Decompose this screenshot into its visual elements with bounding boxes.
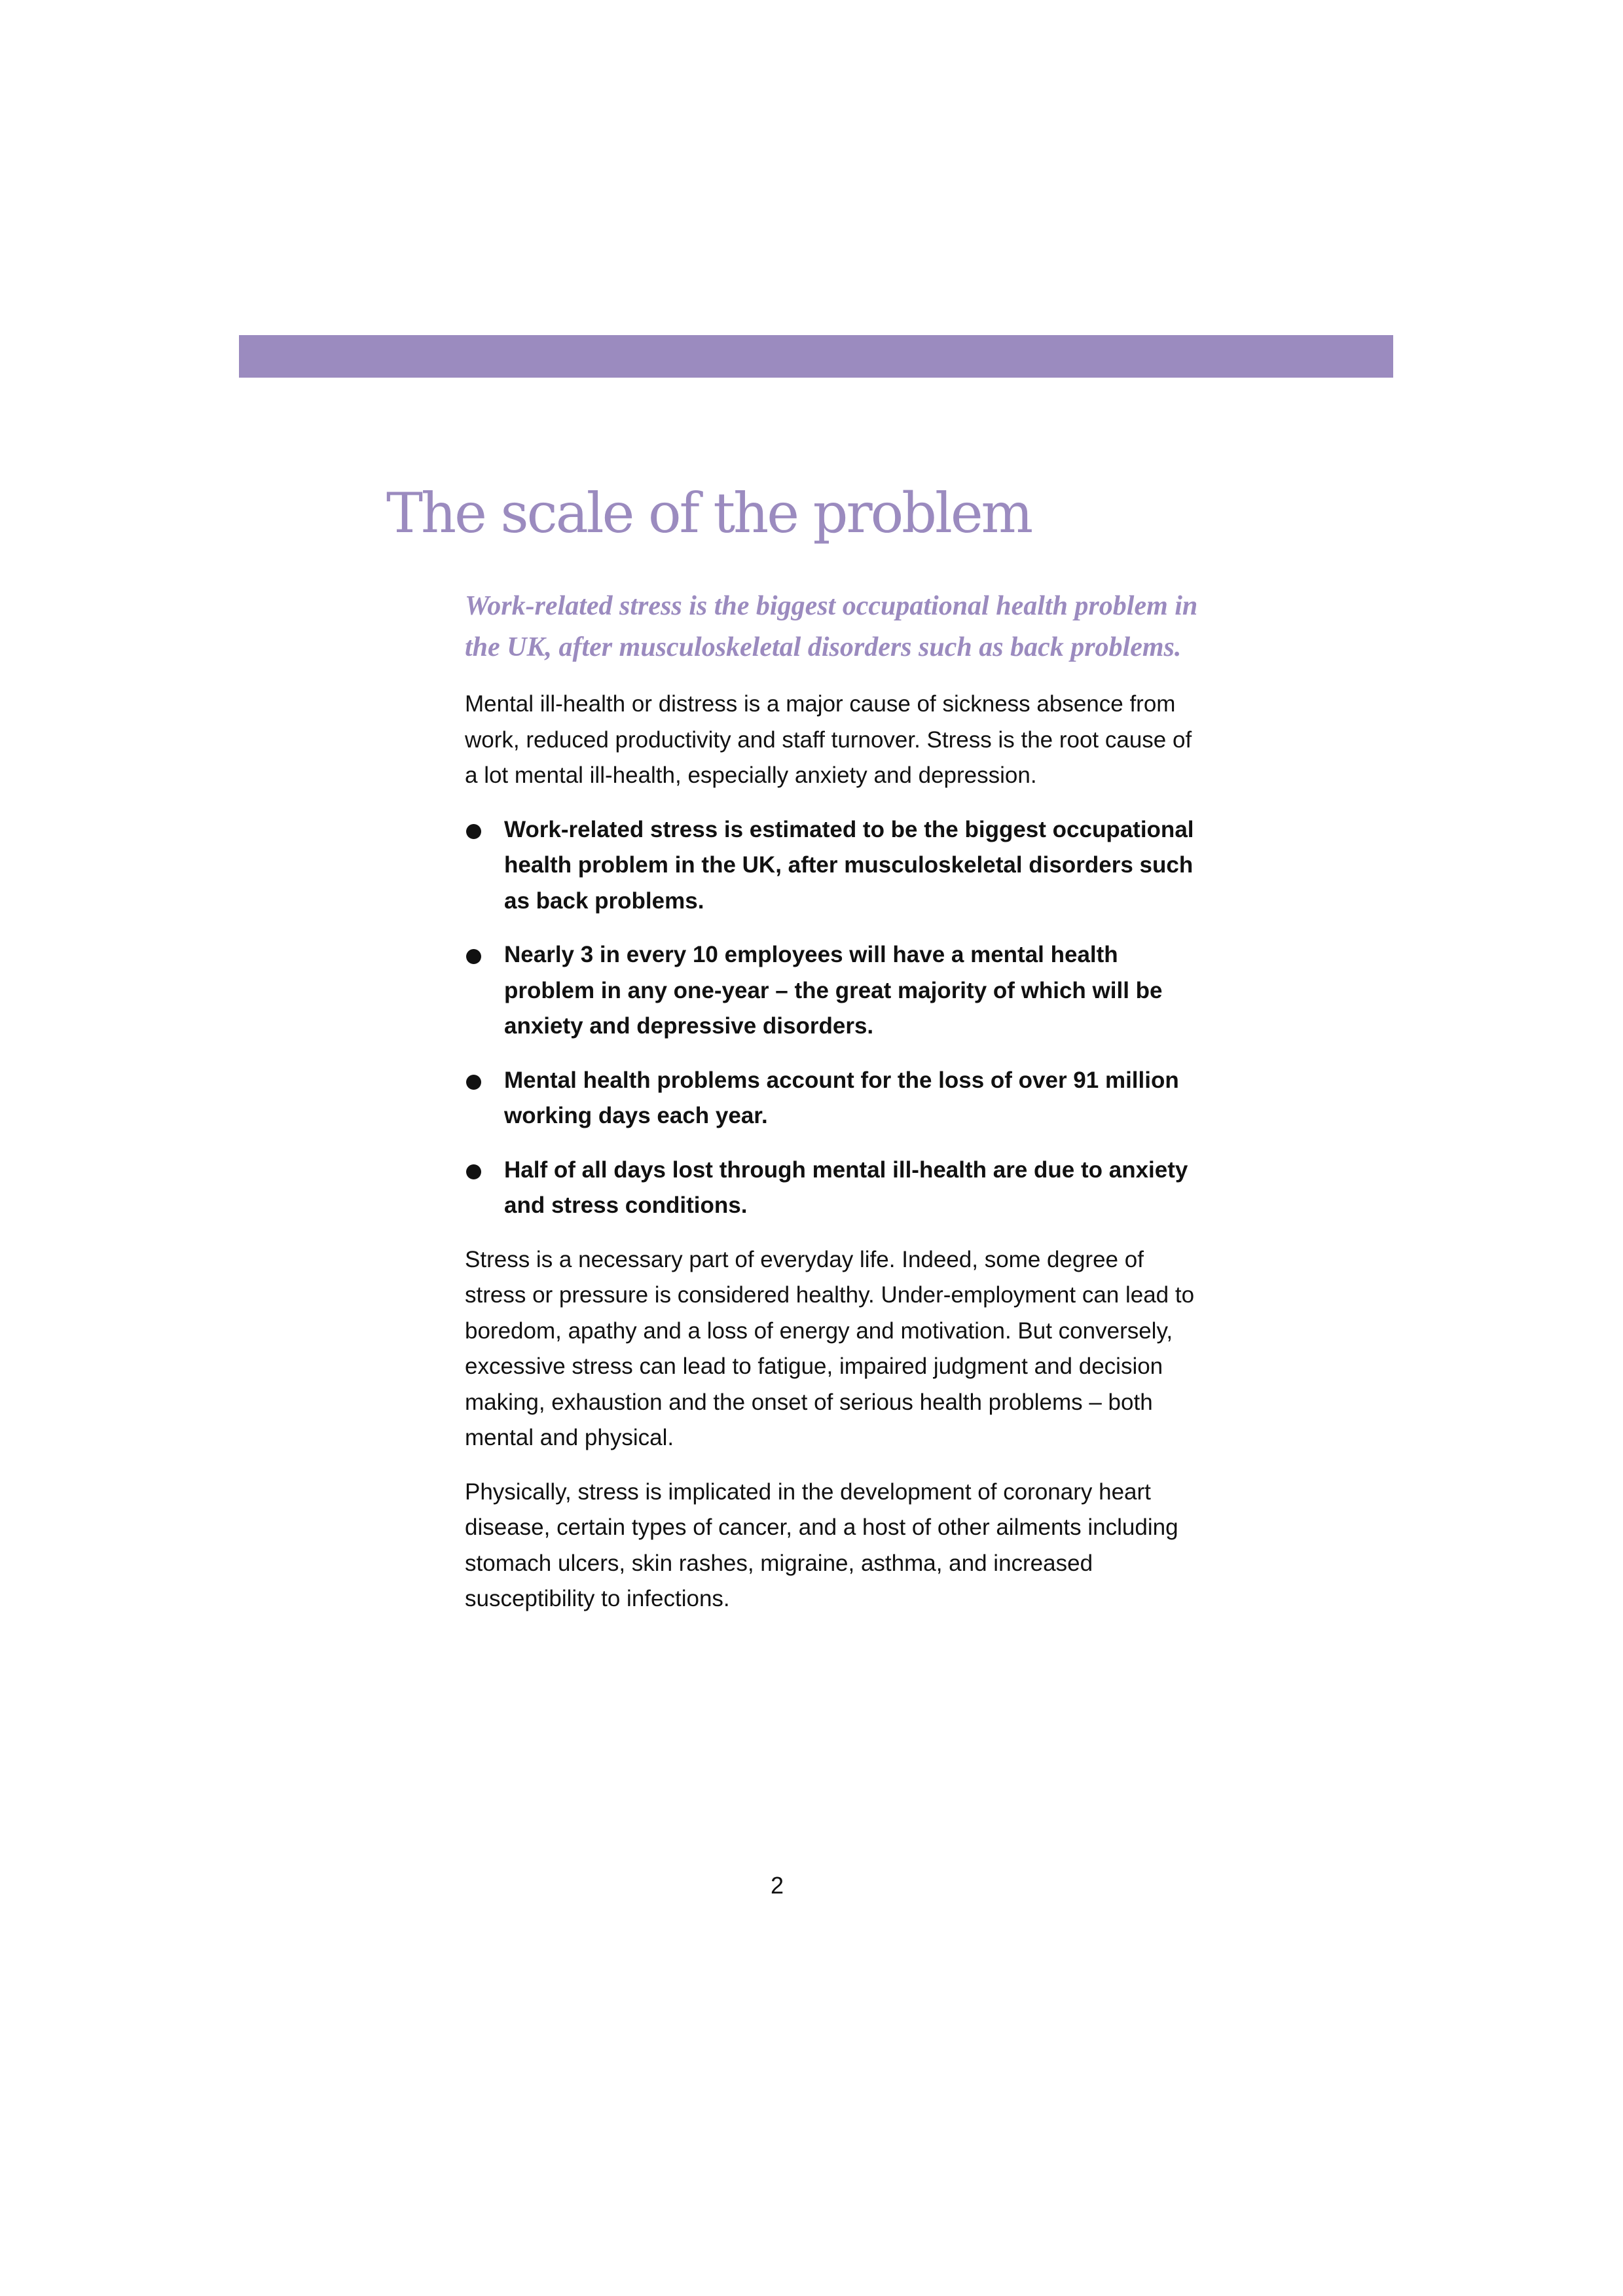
page-number: 2 [770, 1872, 784, 1899]
bullet-icon [466, 1075, 481, 1090]
bullet-icon [466, 1164, 481, 1179]
list-item [465, 812, 1198, 920]
body-paragraph: Mental ill-health or distress is a major cause of sickness absence from work, reduced productivity and staff turnover. Stress is the root cause of a lot mental ill-health, especially anxiety and depression. [465, 691, 1192, 788]
body-paragraph: Stress is a necessary part of everyday life. Indeed, some degree of stress or pressure is considered healthy. Under-employment can lead to boredom, apathy and a loss of energy and motivation. But conversely, excessive stress can lead to fatigue, impaired judgment and decision making, exhaustion and the onset of serious health problems – both mental and physical. [465, 1246, 1195, 1450]
bullet-icon [466, 824, 481, 839]
page-title: The scale of the problem [386, 481, 1032, 545]
list-item-text: Half of all days lost through mental ill-health are due to anxiety and stress conditions. [504, 1157, 1188, 1218]
list-item [465, 1063, 1198, 1134]
key-facts-list [465, 812, 1198, 1224]
list-item-text: Mental health problems account for the loss of over 91 million working days each year. [504, 1067, 1179, 1128]
intro-paragraph: Work-related stress is the biggest occupational health problem in the UK, after musculoskeletal disorders such as back problems. [465, 591, 1198, 662]
list-item-text: Nearly 3 in every 10 employees will have a mental health problem in any one-year – the great majority of which will be anxiety and depressive disorders. [504, 942, 1163, 1039]
header-color-band [239, 335, 1393, 378]
list-item-text: Work-related stress is estimated to be the biggest occupational health problem in the UK, after musculoskeletal disorders such as back problems. [504, 816, 1194, 914]
bullet-icon [466, 949, 481, 964]
main-content [465, 586, 1198, 1636]
body-paragraph: Physically, stress is implicated in the development of coronary heart disease, certain types of cancer, and a host of other ailments including stomach ulcers, skin rashes, migraine, asthma, and increased susceptibility to infections. [465, 1479, 1178, 1611]
list-item [465, 1153, 1198, 1224]
list-item [465, 937, 1198, 1045]
